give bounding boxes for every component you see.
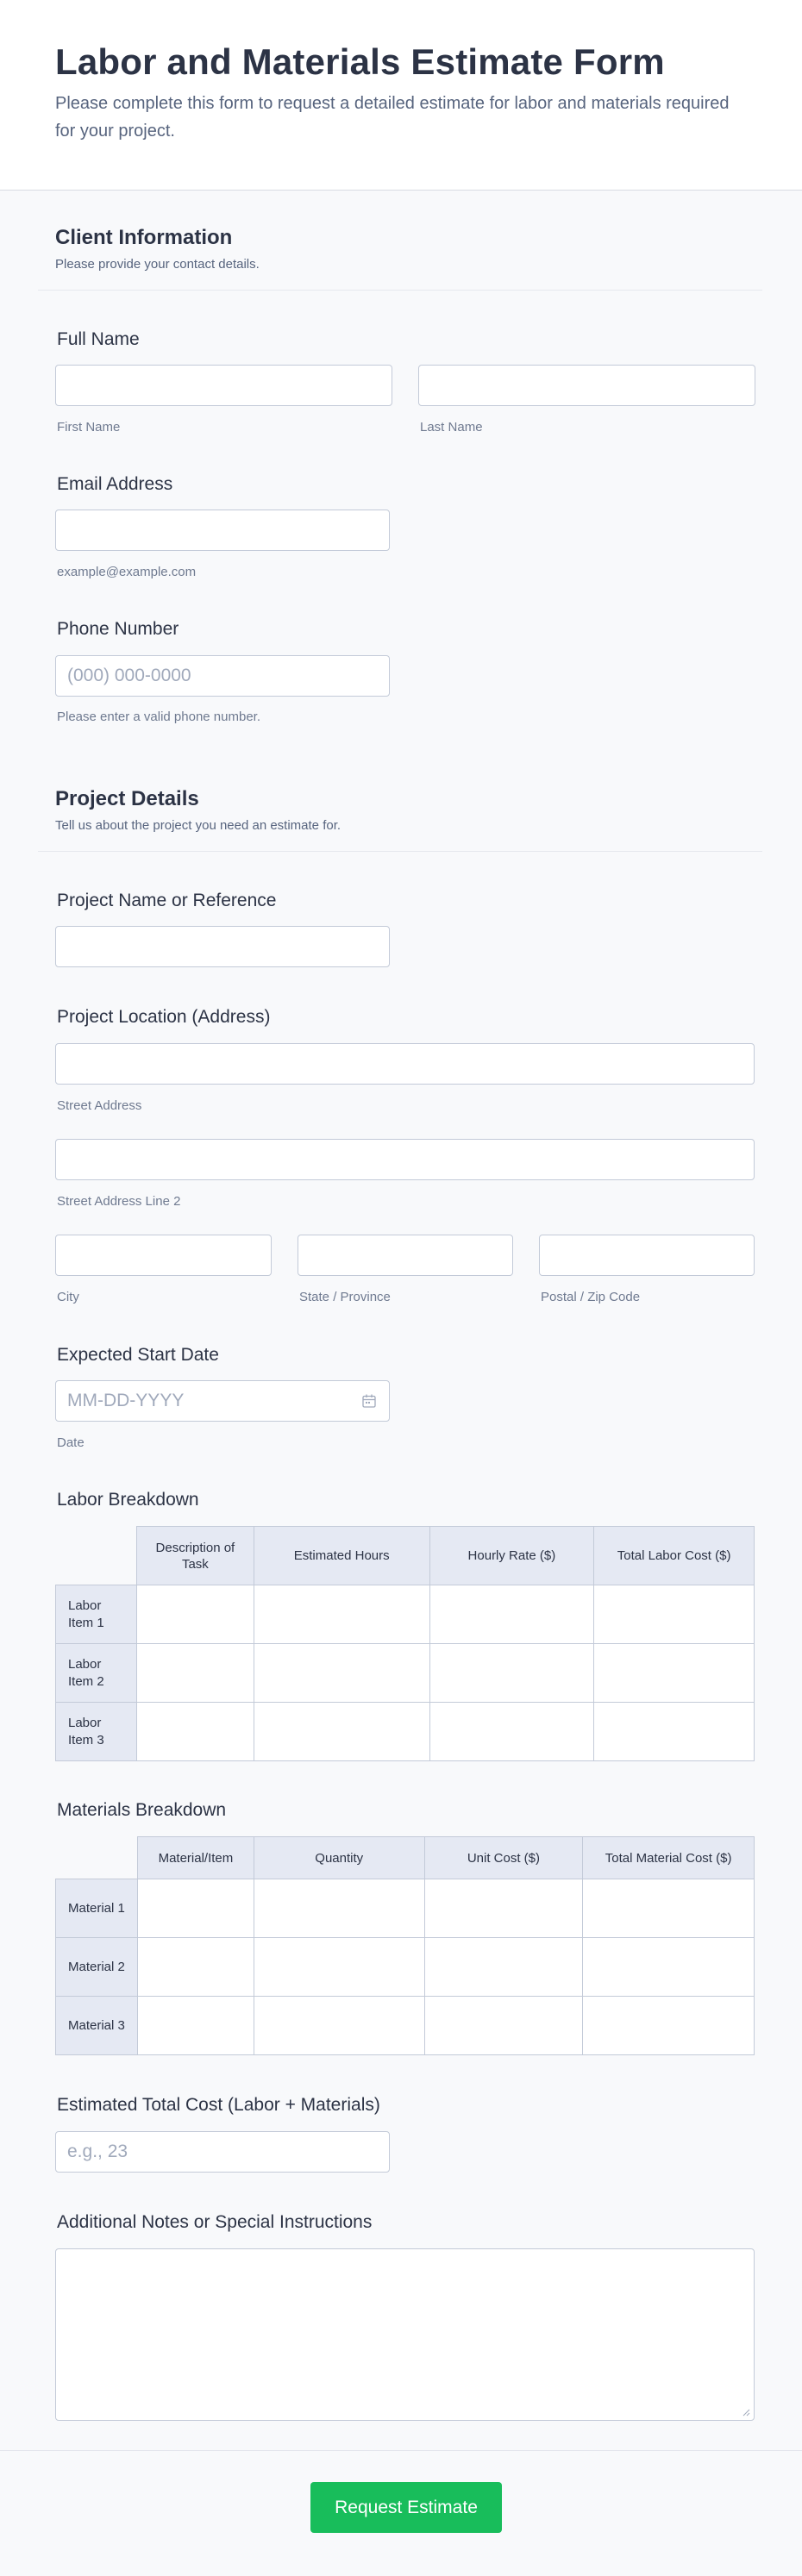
form-title: Labor and Materials Estimate Form: [55, 41, 665, 82]
phone-label: Phone Number: [57, 619, 179, 639]
materials-row-header: Material 3: [56, 1997, 138, 2055]
materials-breakdown-table: [55, 1836, 755, 2055]
client-section-title: Client Information: [55, 226, 233, 249]
materials-breakdown-label: Materials Breakdown: [57, 1800, 227, 1820]
phone-input[interactable]: (000) 000-0000: [55, 655, 390, 697]
notes-label: Additional Notes or Special Instructions: [57, 2212, 373, 2232]
labor-cell[interactable]: [429, 1585, 594, 1644]
labor-cell[interactable]: [136, 1644, 254, 1703]
materials-row-header: Material 1: [56, 1879, 138, 1938]
labor-cell[interactable]: [136, 1585, 254, 1644]
materials-cell[interactable]: [254, 1938, 424, 1997]
materials-cell[interactable]: [137, 1997, 254, 2055]
materials-cell[interactable]: [137, 1938, 254, 1997]
state-sublabel: State / Province: [299, 1290, 391, 1304]
materials-cell[interactable]: [254, 1997, 424, 2055]
email-input[interactable]: [55, 510, 390, 551]
street-address-line2-input[interactable]: [55, 1139, 755, 1180]
labor-breakdown-table: [55, 1526, 755, 1761]
notes-textarea[interactable]: [55, 2248, 755, 2421]
labor-col-header: Hourly Rate ($): [429, 1527, 594, 1585]
section-divider: [38, 290, 762, 291]
materials-col-header: Quantity: [254, 1837, 424, 1879]
materials-col-header: Material/Item: [137, 1837, 254, 1879]
project-section-title: Project Details: [55, 787, 199, 810]
materials-cell[interactable]: [424, 1997, 583, 2055]
total-cost-label: Estimated Total Cost (Labor + Materials): [57, 2095, 380, 2115]
resize-grip-icon[interactable]: [742, 2408, 750, 2417]
street-address-sublabel: Street Address: [57, 1098, 142, 1113]
city-input[interactable]: [55, 1235, 272, 1276]
materials-cell[interactable]: [583, 1879, 755, 1938]
table-corner: [56, 1837, 138, 1879]
form-subtitle: Please complete this form to request a detailed estimate for labor and materials required for your project.: [55, 94, 730, 141]
project-location-label: Project Location (Address): [57, 1007, 271, 1027]
materials-col-header: Unit Cost ($): [424, 1837, 583, 1879]
project-name-input[interactable]: [55, 926, 390, 967]
materials-cell[interactable]: [254, 1879, 424, 1938]
street-address-input[interactable]: [55, 1043, 755, 1085]
labor-cell[interactable]: [429, 1644, 594, 1703]
last-name-sublabel: Last Name: [420, 420, 483, 435]
start-date-placeholder: MM-DD-YYYY: [67, 1391, 185, 1410]
last-name-input[interactable]: [418, 365, 755, 406]
calendar-icon[interactable]: [361, 1393, 377, 1409]
materials-cell[interactable]: [424, 1879, 583, 1938]
labor-cell[interactable]: [136, 1703, 254, 1761]
email-label: Email Address: [57, 474, 173, 494]
materials-row-header: Material 2: [56, 1938, 138, 1997]
start-date-input[interactable]: [55, 1380, 390, 1422]
materials-cell[interactable]: [583, 1997, 755, 2055]
full-name-label: Full Name: [57, 329, 140, 349]
state-input[interactable]: [298, 1235, 513, 1276]
project-section-subtitle: Tell us about the project you need an estimate for.: [55, 818, 341, 833]
table-corner: [56, 1527, 137, 1585]
materials-col-header: Total Material Cost ($): [583, 1837, 755, 1879]
materials-cell[interactable]: [137, 1879, 254, 1938]
start-date-sublabel: Date: [57, 1435, 85, 1450]
first-name-input[interactable]: [55, 365, 392, 406]
client-section-subtitle: Please provide your contact details.: [55, 257, 260, 272]
request-estimate-button[interactable]: Request Estimate: [310, 2482, 502, 2533]
project-name-label: Project Name or Reference: [57, 891, 277, 910]
form-header: [0, 0, 802, 191]
phone-sublabel: Please enter a valid phone number.: [57, 710, 260, 724]
labor-col-header: Description of Task: [136, 1527, 254, 1585]
street-address-line2-sublabel: Street Address Line 2: [57, 1194, 181, 1209]
labor-col-header: Total Labor Cost ($): [594, 1527, 755, 1585]
materials-cell[interactable]: [424, 1938, 583, 1997]
labor-row-header: Labor Item 3: [56, 1703, 137, 1761]
labor-cell[interactable]: [254, 1703, 429, 1761]
start-date-label: Expected Start Date: [57, 1345, 219, 1365]
total-cost-input[interactable]: e.g., 23: [55, 2131, 390, 2173]
labor-col-header: Estimated Hours: [254, 1527, 429, 1585]
labor-row-header: Labor Item 1: [56, 1585, 137, 1644]
city-sublabel: City: [57, 1290, 79, 1304]
labor-cell[interactable]: [254, 1585, 429, 1644]
zip-sublabel: Postal / Zip Code: [541, 1290, 641, 1304]
labor-breakdown-label: Labor Breakdown: [57, 1490, 199, 1510]
first-name-sublabel: First Name: [57, 420, 121, 435]
labor-cell[interactable]: [594, 1703, 755, 1761]
labor-row-header: Labor Item 2: [56, 1644, 137, 1703]
zip-input[interactable]: [539, 1235, 755, 1276]
labor-cell[interactable]: [594, 1585, 755, 1644]
labor-cell[interactable]: [594, 1644, 755, 1703]
section-divider: [38, 851, 762, 852]
email-sublabel: example@example.com: [57, 565, 197, 579]
labor-cell[interactable]: [429, 1703, 594, 1761]
labor-cell[interactable]: [254, 1644, 429, 1703]
materials-cell[interactable]: [583, 1938, 755, 1997]
